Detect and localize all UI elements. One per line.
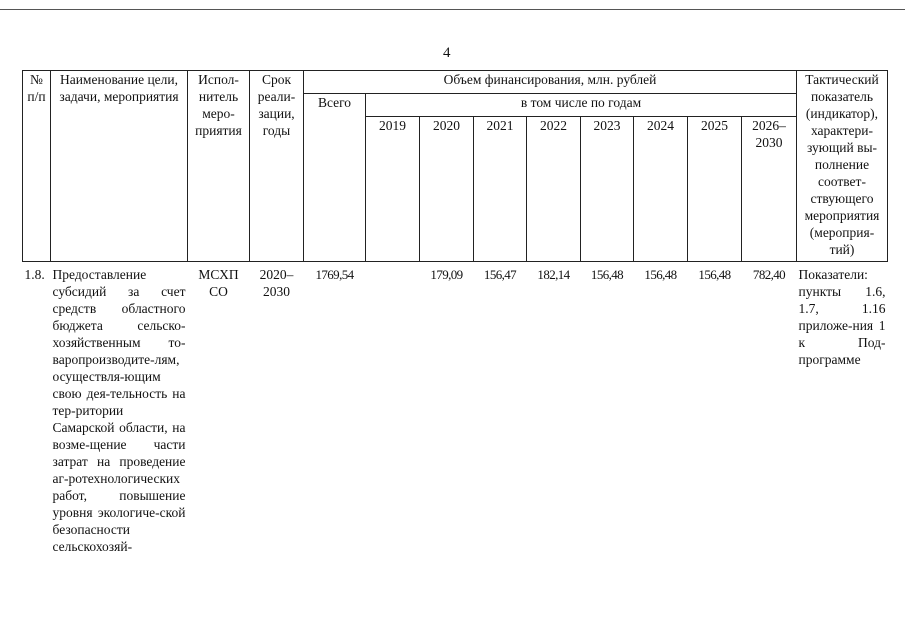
top-border-line: [0, 9, 905, 10]
header-year: 2021: [474, 117, 527, 262]
row-total: 1769,54: [315, 267, 354, 282]
row-year-value: 156,48: [590, 267, 624, 282]
row-name: Предоставление субсидий за счет средств областного бюджета сельско-хозяйственным то-варопроизводите-лям, осуществля-ющим свою дея-тельность на тер-ритории Самарской области, на возме-щение части затрат на проведение аг-ротехнологических работ, повышение уровня экологиче-ской безопасности сельскохозяй-: [52, 267, 186, 554]
page-number: 4: [443, 45, 451, 61]
header-year: 2023: [581, 117, 634, 262]
header-term: Срок реали-зации, годы: [250, 71, 304, 262]
row-executor: МСХП СО: [198, 267, 239, 299]
header-indicator: Тактический показатель (индикатор), характери-зующий вы-полнение соответ-ствующего мероприятия (мероприя-тий): [797, 71, 888, 262]
header-year: 2022: [527, 117, 581, 262]
header-year: 2026–2030: [742, 117, 797, 262]
header-by-years: в том числе по годам: [366, 94, 797, 117]
header-name: Наименование цели, задачи, мероприятия: [51, 71, 188, 262]
header-year: 2019: [366, 117, 420, 262]
header-year: 2025: [688, 117, 742, 262]
header-funding: Объем финансирования, млн. рублей: [304, 71, 797, 94]
row-num: 1.8.: [24, 267, 45, 282]
row-year-value: [366, 262, 420, 556]
header-num: № п/п: [23, 71, 51, 262]
row-year-value: 179,09: [430, 267, 463, 282]
header-year: 2024: [634, 117, 688, 262]
row-year-value: 156,48: [644, 267, 677, 282]
row-year-value: 156,47: [483, 267, 517, 282]
row-indicator: Показатели: пункты 1.6, 1.7, 1.16 приложе-ния 1 к Под-программе: [798, 267, 886, 367]
row-year-value: 782,40: [752, 267, 786, 282]
table-row: [23, 262, 888, 556]
header-executor: Испол-нитель меро-приятия: [188, 71, 250, 262]
header-total: Всего: [304, 94, 366, 262]
row-term: 2020–2030: [259, 267, 294, 299]
header-year: 2020: [420, 117, 474, 262]
row-year-value: 156,48: [698, 267, 731, 282]
row-year-value: 182,14: [537, 267, 570, 282]
funding-table: [22, 70, 888, 555]
